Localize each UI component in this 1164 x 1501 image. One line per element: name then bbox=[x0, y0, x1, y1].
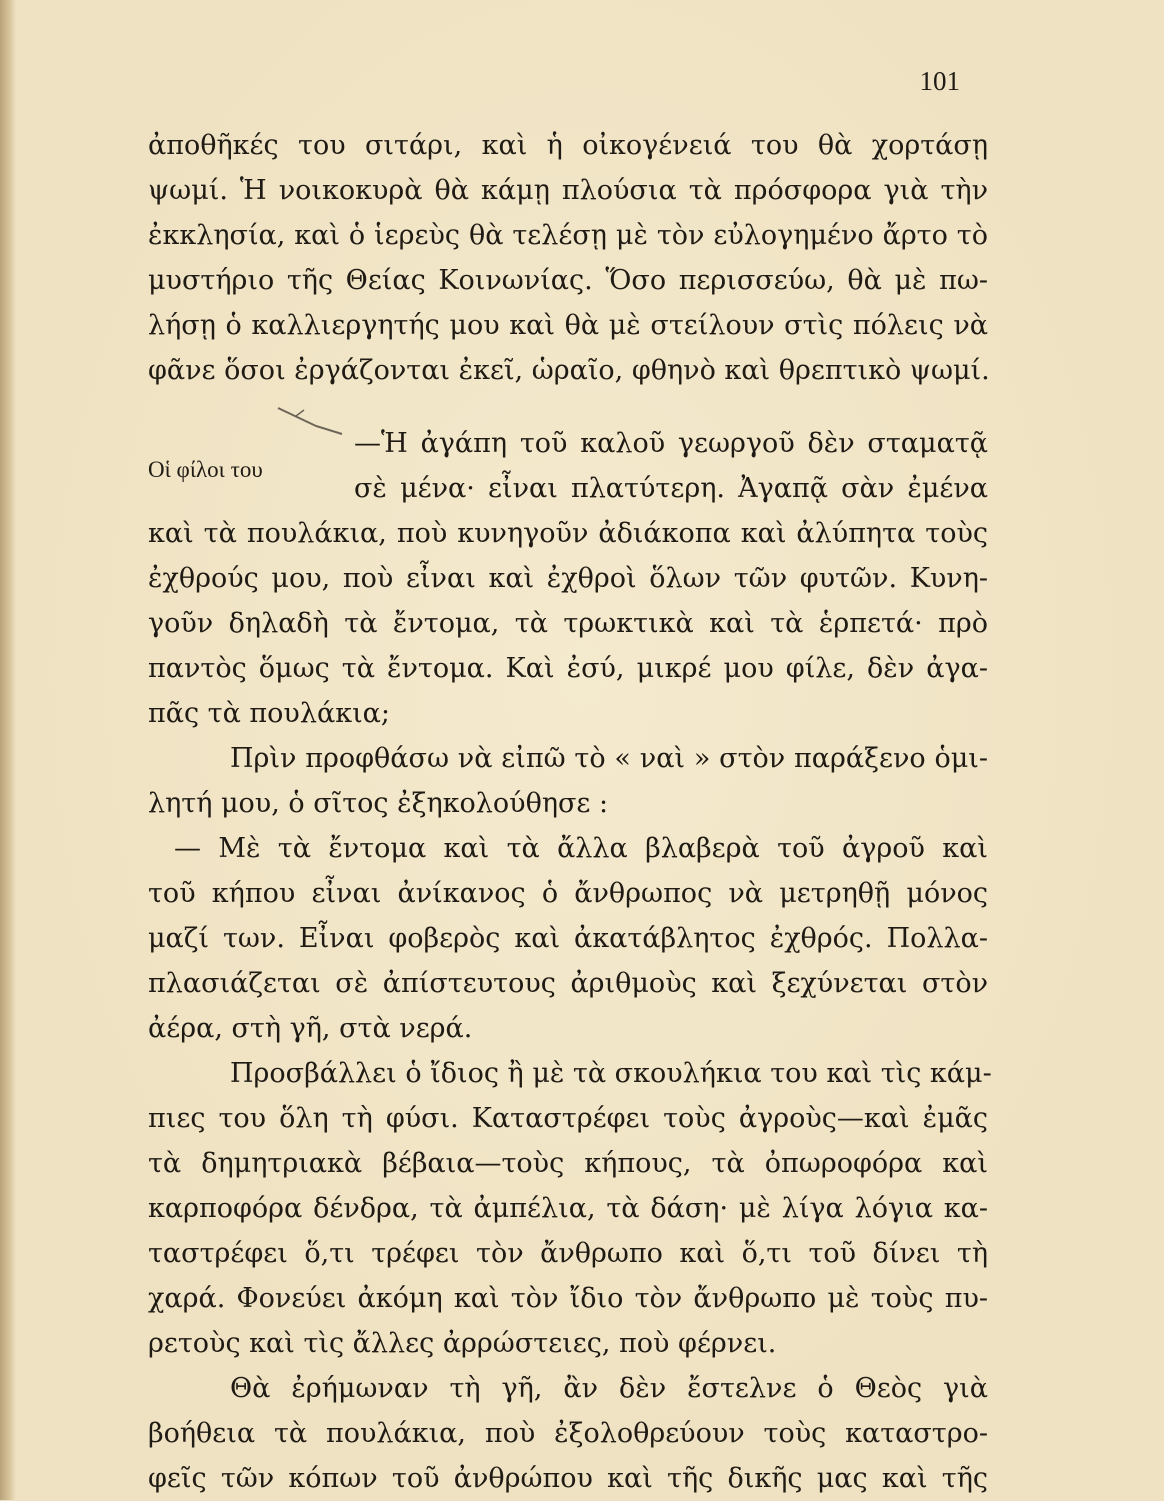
text-line: τοῦ κήπου εἶναι ἀνίκανος ὁ ἄνθρωπος νὰ μετρηθῇ μόνος bbox=[148, 878, 988, 909]
text-line: λητή μου, ὁ σῖτος ἐξηκολούθησε : bbox=[148, 788, 609, 819]
text-line: τὰ δημητριακὰ βέβαια—τοὺς κήπους, τὰ ὀπωροφόρα καὶ bbox=[148, 1148, 988, 1179]
text-line: παντὸς ὅμως τὰ ἔντομα. Καὶ ἐσύ, μικρέ μου φίλε, δὲν ἀγα- bbox=[148, 653, 988, 684]
text-line: λήσῃ ὁ καλλιεργητής μου καὶ θὰ μὲ στείλουν στὶς πόλεις νὰ bbox=[148, 310, 988, 341]
text-line: ἀέρα, στὴ γῆ, στὰ νερά. bbox=[148, 1013, 473, 1044]
text-line: φεῖς τῶν κόπων τοῦ ἀνθρώπου καὶ τῆς δικῆς μας καὶ τῆς bbox=[148, 1463, 988, 1494]
text-line: —Ἡ ἀγάπη τοῦ καλοῦ γεωργοῦ δὲν σταματᾷ bbox=[354, 428, 988, 459]
text-line: ἀποθῆκές του σιτάρι, καὶ ἡ οἰκογένειά του θὰ χορτάσῃ bbox=[148, 130, 988, 161]
margin-note: Οἱ φίλοι του bbox=[148, 457, 263, 482]
text-line: ἐχθρούς μου, ποὺ εἶναι καὶ ἐχθροὶ ὅλων τῶν φυτῶν. Κυνη- bbox=[148, 563, 988, 594]
text-line: καρποφόρα δένδρα, τὰ ἀμπέλια, τὰ δάση· μὲ λίγα λόγια κα- bbox=[148, 1193, 988, 1224]
text-line: σὲ μένα· εἶναι πλατύτερη. Ἀγαπᾷ σὰν ἐμένα bbox=[354, 473, 988, 504]
text-line: ταστρέφει ὅ,τι τρέφει τὸν ἄνθρωπο καὶ ὅ,τι τοῦ δίνει τὴ bbox=[148, 1238, 988, 1269]
text-line: χαρά. Φονεύει ἀκόμη καὶ τὸν ἴδιο τὸν ἄνθρωπο μὲ τοὺς πυ- bbox=[148, 1283, 988, 1314]
text-line: μαζί των. Εἶναι φοβερὸς καὶ ἀκατάβλητος ἐχθρός. Πολλα- bbox=[148, 923, 988, 954]
text-line: γοῦν δηλαδὴ τὰ ἔντομα, τὰ τρωκτικὰ καὶ τὰ ἑρπετά· πρὸ bbox=[148, 608, 988, 639]
text-line: ἐκκλησία, καὶ ὁ ἱερεὺς θὰ τελέσῃ μὲ τὸν εὐλογημένο ἄρτο τὸ bbox=[148, 220, 988, 251]
text-line: Πρὶν προφθάσω νὰ εἰπῶ τὸ « ναὶ » στὸν παράξενο ὁμι- bbox=[230, 743, 988, 774]
text-line: ρετοὺς καὶ τὶς ἄλλες ἀρρώστειες, ποὺ φέρνει. bbox=[148, 1328, 777, 1359]
text-line: Προσβάλλει ὁ ἴδιος ἢ μὲ τὰ σκουλήκια του καὶ τὶς κάμ- bbox=[230, 1058, 992, 1089]
binding-edge bbox=[0, 0, 16, 1500]
text-line: πιες του ὅλη τὴ φύσι. Καταστρέφει τοὺς ἀγροὺς—καὶ ἐμᾶς bbox=[148, 1103, 988, 1134]
body-text bbox=[148, 123, 992, 1501]
page-number: 101 bbox=[919, 66, 960, 96]
text-line: ψωμί. Ἡ νοικοκυρὰ θὰ κάμῃ πλούσια τὰ πρόσφορα γιὰ τὴν bbox=[148, 175, 988, 206]
text-line: μυστήριο τῆς Θείας Κοινωνίας. Ὅσο περισσεύω, θὰ μὲ πω- bbox=[148, 265, 988, 296]
text-line: — Μὲ τὰ ἔντομα καὶ τὰ ἄλλα βλαβερὰ τοῦ ἀγροῦ καὶ bbox=[174, 833, 988, 864]
text-line: καὶ τὰ πουλάκια, ποὺ κυνηγοῦν ἀδιάκοπα καὶ ἀλύπητα τοὺς bbox=[148, 518, 988, 549]
text-line: πᾶς τὰ πουλάκια; bbox=[148, 698, 390, 729]
paragraph-gap bbox=[148, 393, 988, 421]
text-line: πλασιάζεται σὲ ἀπίστευτους ἀριθμοὺς καὶ ξεχύνεται στὸν bbox=[148, 968, 988, 999]
text-line: βοήθεια τὰ πουλάκια, ποὺ ἐξολοθρεύουν τοὺς καταστρο- bbox=[148, 1418, 988, 1449]
text-line: Θὰ ἐρήμωναν τὴ γῆ, ἂν δὲν ἔστελνε ὁ Θεὸς γιὰ bbox=[230, 1373, 988, 1404]
text-line: φᾶνε ὅσοι ἐργάζονται ἐκεῖ, ὡραῖο, φθηνὸ καὶ θρεπτικὸ ψωμί. bbox=[148, 355, 990, 386]
